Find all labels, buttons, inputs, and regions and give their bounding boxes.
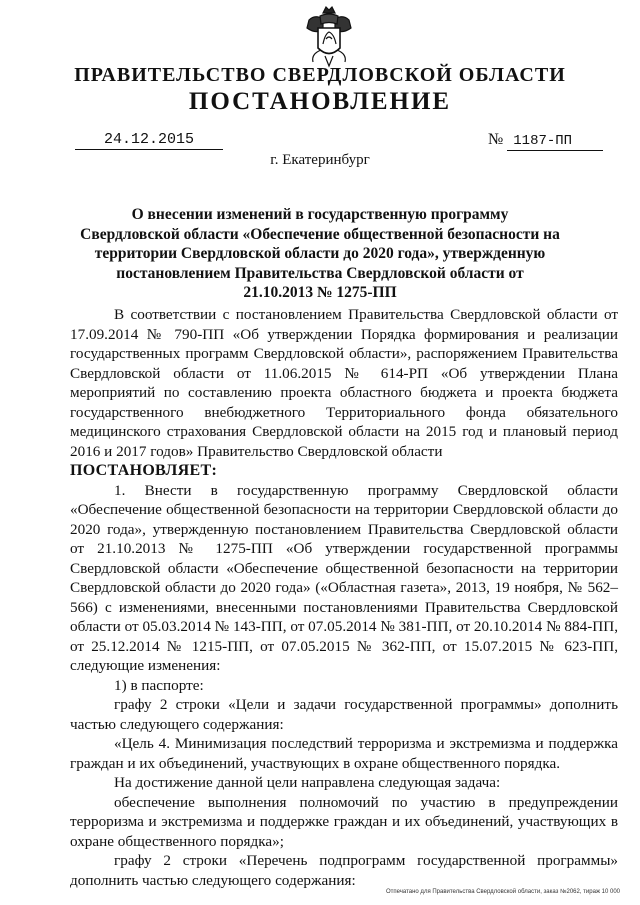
paragraph-6: обеспечение выполнения полномочий по участию в предупреждении терроризма и экстремизма и поддержке граждан и их объединений, участвующих в охране общественного порядка»; [70, 793, 618, 850]
coat-of-arms-icon [301, 4, 357, 68]
paragraph-5: На достижение данной цели направлена следующая задача: [114, 774, 501, 791]
document-date: 24.12.2015 [75, 131, 223, 150]
organization-name: ПРАВИТЕЛЬСТВО СВЕРДЛОВСКОЙ ОБЛАСТИ [74, 64, 566, 86]
paragraph-7: графу 2 строки «Перечень подпрограмм государственной программы» дополнить частью следующего содержания: [70, 852, 618, 889]
document-title: О внесении изменений в государственную программу Свердловской области «Обеспечение общественной безопасности на территории Свердловской области до 2020 года», утвержденную постановлением Правительства Свердловской области от 21.10.2013 № 1275-ПП [80, 206, 560, 301]
print-footer: Отпечатано для Правительства Свердловской области, заказ №2062, тираж 10 000 [385, 889, 620, 895]
document-number-block [488, 131, 603, 151]
city: г. Екатеринбург [270, 152, 370, 168]
paragraph-1: 1. Внести в государственную программу Свердловской области «Обеспечение общественной безопасности на территории Свердловской области до 2020 года», утвержденную постановлением Правительства Свердловской области от 21.10.2013 № 1275-ПП «Об утверждении государственной программы Свердловской области «Обеспечение общественной безопасности на территории Свердловской области до 2020 года» («Областная газета», 2013, 19 ноября, № 562–566) с изменениями, внесенными постановлениями Правительства Свердловской области от 05.03.2014 № 143-ПП, от 07.05.2014 № 381-ПП, от 20.10.2014 № 884-ПП, от 25.12.2014 № 1215-ПП, от 07.05.2015 № 362-ПП, от 15.07.2015 № 623-ПП, следующие изменения: [70, 481, 618, 674]
document-body [70, 305, 618, 890]
resolves-heading: ПОСТАНОВЛЯЕТ: [70, 462, 218, 479]
paragraph-2: 1) в паспорте: [114, 676, 204, 694]
paragraph-3: графу 2 строки «Цели и задачи государственной программы» дополнить частью следующего содержания: [70, 696, 618, 733]
number-label: № [488, 131, 504, 148]
document-number: 1187-ПП [507, 132, 603, 151]
paragraph-4: «Цель 4. Минимизация последствий терроризма и экстремизма и поддержка граждан и их объединений, участвующих в охране общественного порядка. [70, 735, 618, 772]
document-type: ПОСТАНОВЛЕНИЕ [188, 88, 452, 115]
intro-paragraph: В соответствии с постановлением Правительства Свердловской области от 17.09.2014 № 790-ПП «Об утверждении Порядка формирования и реализации государственных программ Свердловской области», распоряжением Правительства Свердловской области от 11.06.2015 № 614-РП «Об утверждении Плана мероприятий по составлению проекта областного бюджета и проекта бюджета государственного внебюджетного Территориального фонда обязательного медицинского страхования Свердловской области на 2015 год и плановый период 2016 и 2017 годов» Правительство Свердловской области [70, 306, 618, 460]
